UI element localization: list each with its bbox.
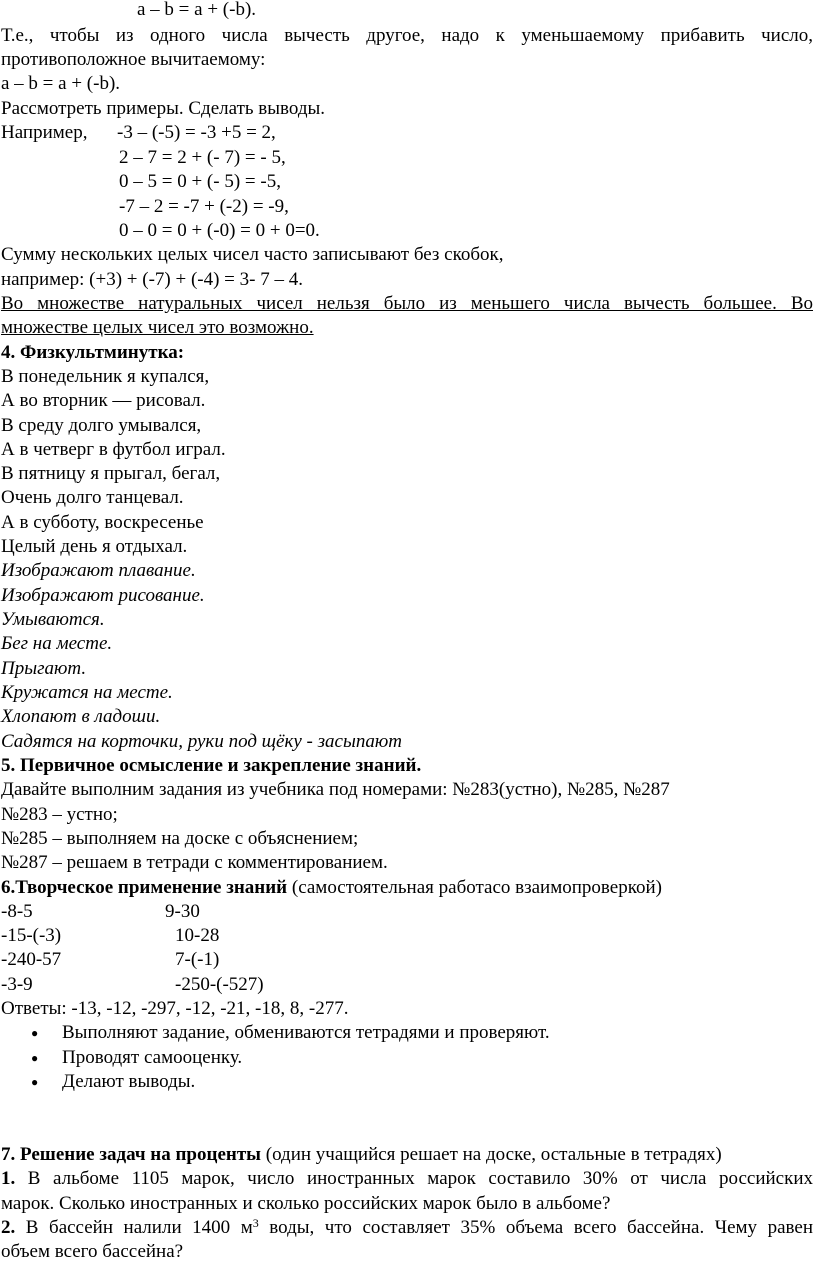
task-right: 9-30 — [165, 901, 200, 922]
section-5-line: №287 – решаем в тетради с комментированием. — [1, 852, 388, 873]
problem-1-line-2: марок. Сколько иностранных и сколько российских марок было в альбоме? — [1, 1193, 611, 1214]
task-left: -8-5 — [1, 901, 33, 922]
poem-line: В пятницу я прыгал, бегал, — [1, 463, 221, 484]
action-line: Умываются. — [1, 609, 105, 630]
rule-formula: a – b = a + (-b). — [1, 73, 121, 94]
consider-text: Рассмотреть примеры. Сделать выводы. — [1, 98, 326, 119]
poem-line: Очень долго танцевал. — [1, 487, 184, 508]
section-7-note: (один учащийся решает на доске, остальные в тетрадях) — [261, 1144, 722, 1165]
bullet-text: Проводят самооценку. — [62, 1047, 243, 1068]
answers-line: Ответы: -13, -12, -297, -12, -21, -18, 8, -277. — [1, 998, 349, 1019]
example-line: 0 – 0 = 0 + (-0) = 0 + 0=0. — [119, 220, 320, 241]
problem-1-line-1 — [1, 1167, 813, 1191]
problem-2-text-a: В бассейн налили 1400 м — [15, 1217, 253, 1238]
poem-line: А в четверг в футбол играл. — [1, 439, 226, 460]
action-line: Кружатся на месте. — [1, 682, 173, 703]
action-line: Садятся на корточки, руки под щёку - засыпают — [1, 731, 402, 752]
problem-2-text-b: воды, что составляет 35% объема всего бассейна. Чему равен — [258, 1217, 813, 1238]
section-4-title — [1, 341, 184, 365]
section-5-title — [1, 754, 421, 778]
formula-top: a – b = a + (-b). — [137, 0, 257, 20]
action-line: Изображают плавание. — [1, 560, 196, 581]
sum-line-1: Сумму нескольких целых чисел часто записывают без скобок, — [1, 244, 504, 265]
bullet-text: Делают выводы. — [62, 1071, 196, 1092]
action-line: Изображают рисование. — [1, 585, 205, 606]
example-label: Например, — [1, 122, 88, 143]
task-right: 10-28 — [175, 925, 220, 946]
bullet-text: Выполняют задание, обмениваются тетрадями и проверяют. — [62, 1022, 550, 1043]
rule-line-1: Т.е., чтобы из одного числа вычесть другое, надо к уменьшаемому прибавить число, — [1, 25, 813, 46]
action-line: Прыгают. — [1, 658, 87, 679]
example-line: -3 – (-5) = -3 +5 = 2, — [117, 122, 276, 143]
task-left: -3-9 — [1, 974, 33, 995]
bullet-icon: ● — [31, 1051, 39, 1065]
poem-line: В среду долго умывался, — [1, 415, 202, 436]
section-5-line: №283 – устно; — [1, 804, 118, 825]
poem-line: А во вторник — рисовал. — [1, 390, 206, 411]
example-line: -7 – 2 = -7 + (-2) = -9, — [119, 196, 289, 217]
poem-line: А в субботу, воскресенье — [1, 512, 204, 533]
problem-2-line-1 — [1, 1216, 813, 1240]
bullet-icon: ● — [31, 1026, 39, 1040]
cubic-exponent: 3 — [252, 1216, 259, 1230]
problem-1-number: 1. — [1, 1168, 16, 1189]
section-5-line: №285 – выполняем на доске с объяснением; — [1, 828, 359, 849]
task-left: -15-(-3) — [1, 925, 62, 946]
section-5-line: Давайте выполним задания из учебника под номерами: №283(устно), №285, №287 — [1, 779, 670, 800]
example-line: 2 – 7 = 2 + (- 7) = - 5, — [119, 147, 286, 168]
action-line: Бег на месте. — [1, 633, 113, 654]
set-line-2: множестве целых чисел это возможно. — [1, 317, 314, 338]
section-6-title — [1, 876, 662, 900]
section-7-title-text: 7. Решение задач на проценты — [1, 1144, 261, 1165]
rule-line-2: противоположное вычитаемому: — [1, 49, 266, 70]
section-5-title-text: 5. Первичное осмысление и закрепление знаний. — [1, 755, 422, 776]
sum-line-2: например: (+3) + (-7) + (-4) = 3- 7 – 4. — [1, 269, 303, 290]
bullet-icon: ● — [31, 1075, 39, 1089]
section-6-note: (самостоятельная работасо взаимопроверкой) — [287, 877, 662, 898]
set-line-1: Во множестве натуральных чисел нельзя было из меньшего числа вычесть большее. Во — [1, 293, 813, 314]
task-left: -240-57 — [1, 949, 62, 970]
poem-line: В понедельник я купался, — [1, 366, 210, 387]
section-7-title — [1, 1143, 722, 1167]
example-line: 0 – 5 = 0 + (- 5) = -5, — [119, 171, 281, 192]
task-right: 7-(-1) — [175, 949, 220, 970]
problem-1-text: В альбоме 1105 марок, число иностранных марок составило 30% от числа российских — [15, 1168, 813, 1189]
action-line: Хлопают в ладоши. — [1, 706, 161, 727]
task-right: -250-(-527) — [175, 974, 264, 995]
problem-2-number: 2. — [1, 1217, 16, 1238]
problem-2-line-2: объем всего бассейна? — [1, 1241, 184, 1262]
poem-line: Целый день я отдыхал. — [1, 536, 188, 557]
section-4-title-text: 4. Физкультминутка: — [1, 342, 185, 363]
section-6-title-text: 6.Творческое применение знаний — [1, 877, 288, 898]
